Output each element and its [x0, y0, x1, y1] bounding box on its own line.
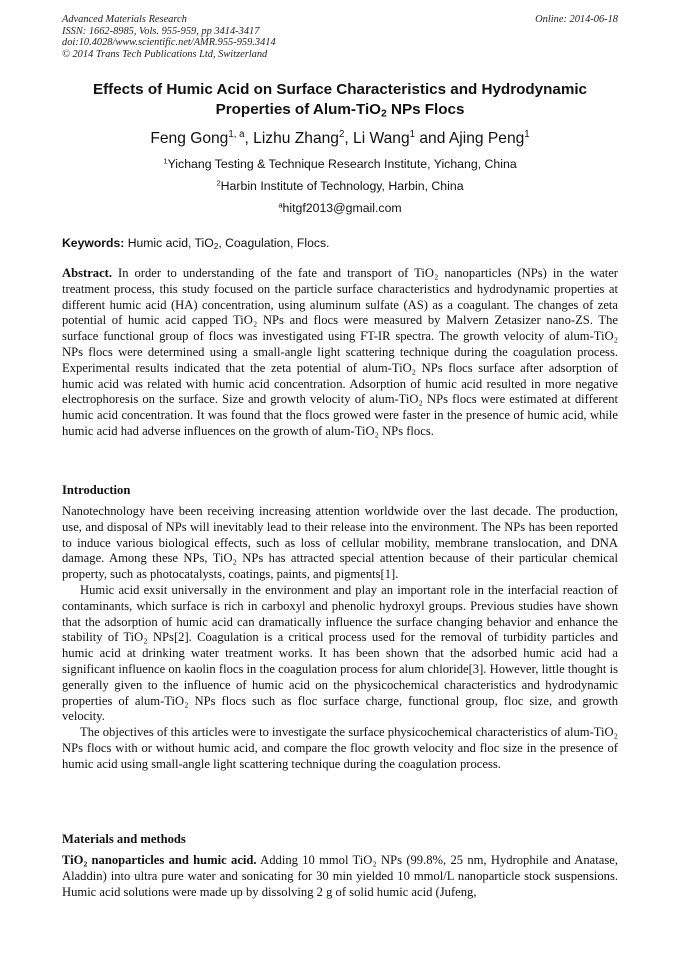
keywords: [62, 236, 618, 250]
author-sep: ,: [344, 130, 354, 147]
paragraph: Nanotechnology have been receiving increasing attention worldwide over the last decade. The production, use, and disposal of NPs will inevitably lead to their release into the environment. The NPs has been reported to induce various biological effects, such as loss of cellular mobility, membrane translocation, and DNA damage. Among these NPs, TiO₂ NPs has attracted special attention because of their particular chemical property, such as photocatalysts, coatings, paints, and pigments[1].: [62, 504, 618, 582]
author-name: Li Wang: [353, 130, 410, 147]
author-list: [62, 130, 618, 148]
introduction-body: [62, 504, 618, 773]
introduction-heading: Introduction: [62, 483, 131, 497]
affiliation-text: Yichang Testing & Technique Research Institute, Yichang, China: [167, 157, 517, 171]
doi-line: doi:10.4028/www.scientific.net/AMR.955-959.3414: [62, 37, 276, 49]
title-line-2-pre: Properties of Alum-TiO: [215, 100, 381, 118]
title-line-2-post: NPs Flocs: [386, 100, 465, 118]
author-name: Ajing Peng: [448, 130, 525, 147]
issn-line: ISSN: 1662-8985, Vols. 955-959, pp 3414-3417: [62, 25, 260, 37]
author-name: Feng Gong: [150, 130, 229, 147]
keywords-label: Keywords:: [62, 236, 125, 250]
paragraph: Humic acid exsit universally in the environment and play an important role in the interfacial reaction of contaminants, which surface is rich in carboxyl and phenolic hydroxyl groups. Previous studies have shown that the adsorption of humic acid can dramatically influence the surface changing behavior and enhance the stability of TiO₂ NPs[2]. Coagulation is a critical process used for the removal of turbidity particles and humic acid at drinking water treatment works. It has been shown that the adsorbed humic acid had a significant influence on kaolin flocs in the coagulation process for alum chloride[3]. However, little thought is generally given to the influence of humic acid on the physicochemical characteristics and hydrodynamic properties of alum-TiO₂ NPs flocs such as floc surface charge, functional group, floc size, and growth velocity.: [62, 582, 618, 724]
affiliation-text: Harbin Institute of Technology, Harbin, China: [220, 179, 464, 193]
author-name: Lizhu Zhang: [253, 130, 339, 147]
email-text: hitgf2013@gmail.com: [282, 201, 402, 215]
paragraph: The objectives of this articles were to investigate the surface physicochemical characteristics of alum-TiO₂ NPs flocs with or without humic acid, and compare the floc growth velocity and floc size in the presence of humic acid using small-angle light scattering technique during the coagulation process.: [62, 725, 618, 771]
title-line-1: Effects of Humic Acid on Surface Characteristics and Hydrodynamic: [92, 81, 587, 98]
author-sep: ,: [244, 130, 254, 147]
keywords-pre: Humic acid, TiO: [124, 236, 214, 250]
title-subscript: 2: [381, 108, 387, 120]
paper-title: [62, 80, 618, 119]
keywords-subscript: 2: [213, 241, 219, 252]
email-sup: a: [278, 200, 283, 210]
author-sup: 1: [524, 129, 530, 141]
abstract-label: Abstract.: [62, 266, 113, 280]
methods-body: [62, 853, 618, 900]
author-sup: 1, a: [228, 129, 245, 141]
abstract-text: In order to understanding of the fate and transport of TiO₂ nanoparticles (NPs) in the water treatment process, this study focused on the particle surface characteristics and hydrodynamic properties at different humic acid (HA) concentration, using aluminum sulfate (AS) as a coagulant. The changes of zeta potential of humic acid capped TiO₂ NPs and flocs were measured by Malvern Zetasizer nano-ZS. The surface functional group of flocs was investigated using FT-IR spectra. The growth velocity of alum-TiO₂ NPs flocs were determined using a small-angle light scattering technique during the coagulation process. Experimental results indicated that the zeta potential of alum-TiO₂ NPs flocs surface after adsorption of humic acid was related with humic acid concentration. Adsorption of humic acid resulted in more negative electrophoresis on the surface. Size and growth velocity of alum-TiO₂ NPs flocs were estimated at different humic acid concentration. It was found that the flocs growed were faster in the presence of humic acid, while humic acid had adverse influences on the growth of alum-TiO₂ NPs flocs.: [62, 266, 618, 438]
affiliation-1: [62, 157, 618, 171]
author-sup: 2: [338, 129, 345, 141]
abstract: [62, 266, 618, 440]
journal-name: Advanced Materials Research: [62, 14, 187, 25]
methods-heading: Materials and methods: [62, 832, 186, 846]
affiliation-2: [62, 179, 618, 193]
methods-text: Adding 10 mmol TiO₂ NPs (99.8%, 25 nm, Hydrophile and Anatase, Aladdin) into ultra pure water and sonicating for 30 min yielded 10 mmol/L nanoparticle stock suspensions. Humic acid solutions were made up by dissolving 2 g of solid humic acid (Jufeng,: [62, 853, 618, 899]
affiliation-sup: 1: [163, 156, 168, 166]
online-date: Online: 2014-06-18: [535, 14, 618, 25]
author-sep: and: [415, 130, 449, 147]
methods-subheading: TiO₂ nanoparticles and humic acid.: [62, 853, 257, 867]
keywords-post: , Coagulation, Flocs.: [218, 236, 330, 250]
author-sup: 1: [409, 129, 416, 141]
title-line-2: [62, 100, 618, 120]
journal-header: [62, 14, 618, 60]
author-email: [62, 201, 618, 215]
copyright-line: © 2014 Trans Tech Publications Ltd, Switzerland: [62, 48, 268, 60]
affiliation-sup: 2: [216, 178, 221, 188]
